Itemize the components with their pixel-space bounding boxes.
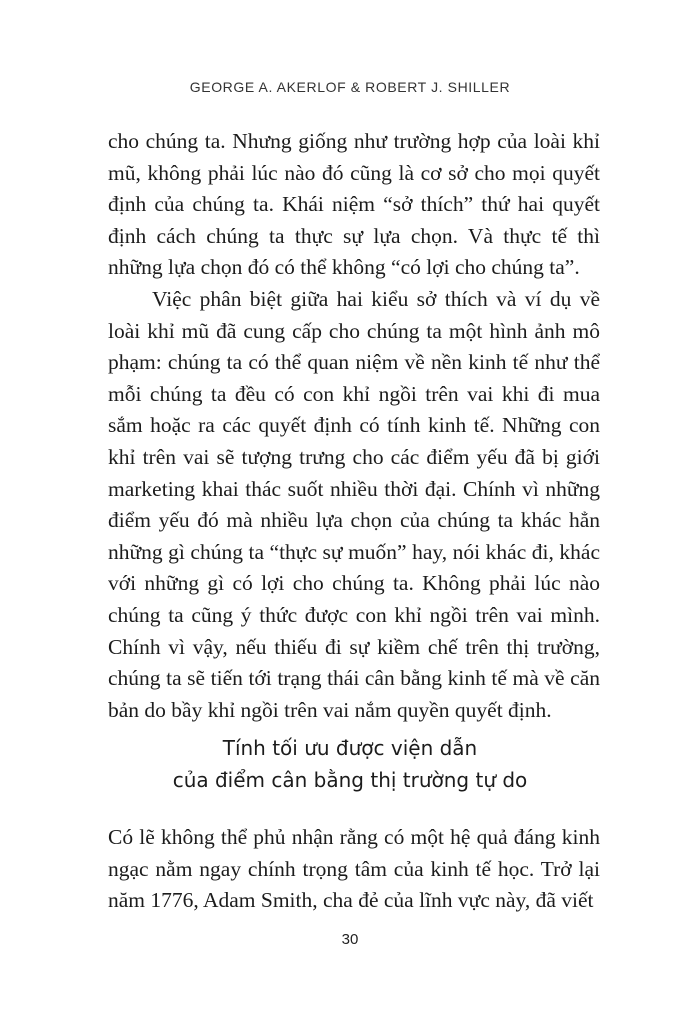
paragraph-monkey-metaphor: Việc phân biệt giữa hai kiểu sở thích và ví dụ về loài khỉ mũ đã cung cấp cho chúng ta một hình ảnh mô phạm: chúng ta có thể quan niệm về nền kinh tế như thể mỗi chúng ta đều có con khỉ ngồi trên vai khi đi mua sắm hoặc ra các quyết định có tính kinh tế. Những con khỉ trên vai sẽ tượng trưng cho các điểm yếu đã bị giới marketing khai thác suốt nhiều thời đại. Chính vì những điểm yếu đó mà nhiều lựa chọn của chúng ta khác hẳn những gì chúng ta “thực sự muốn” hay, nói khác đi, khác với những gì có lợi cho chúng ta. Không phải lúc nào chúng ta cũng ý thức được con khỉ ngồi trên vai mình. Chính vì vậy, nếu thiếu đi sự kiềm chế trên thị trường, chúng ta sẽ tiến tới trạng thái cân bằng kinh tế mà về căn bản do bầy khỉ ngồi trên vai nắm quyền quyết định. bbox=[108, 286, 600, 722]
section-heading-line-2: của điểm cân bằng thị trường tự do bbox=[172, 768, 528, 792]
section-heading-line-1: Tính tối ưu được viện dẫn bbox=[222, 736, 478, 760]
running-head: GEORGE A. AKERLOF & ROBERT J. SHILLER bbox=[189, 79, 511, 95]
page-number: 30 bbox=[341, 931, 359, 948]
section-heading bbox=[0, 732, 700, 796]
text-block-top bbox=[108, 126, 600, 726]
paragraph-adam-smith: Có lẽ không thể phủ nhận rằng có một hệ quả đáng kinh ngạc nằm ngay chính trọng tâm của kinh tế học. Trở lại năm 1776, Adam Smith, cha đẻ của lĩnh vực này, đã viết bbox=[108, 825, 600, 913]
text-block-bottom bbox=[108, 822, 600, 917]
paragraph-continuation: cho chúng ta. Nhưng giống như trường hợp của loài khỉ mũ, không phải lúc nào đó cũng là cơ sở cho mọi quyết định của chúng ta. Khái niệm “sở thích” thứ hai quyết định cách chúng ta thực sự lựa chọn. Và thực tế thì những lựa chọn đó có thể không “có lợi cho chúng ta”. bbox=[108, 129, 600, 280]
